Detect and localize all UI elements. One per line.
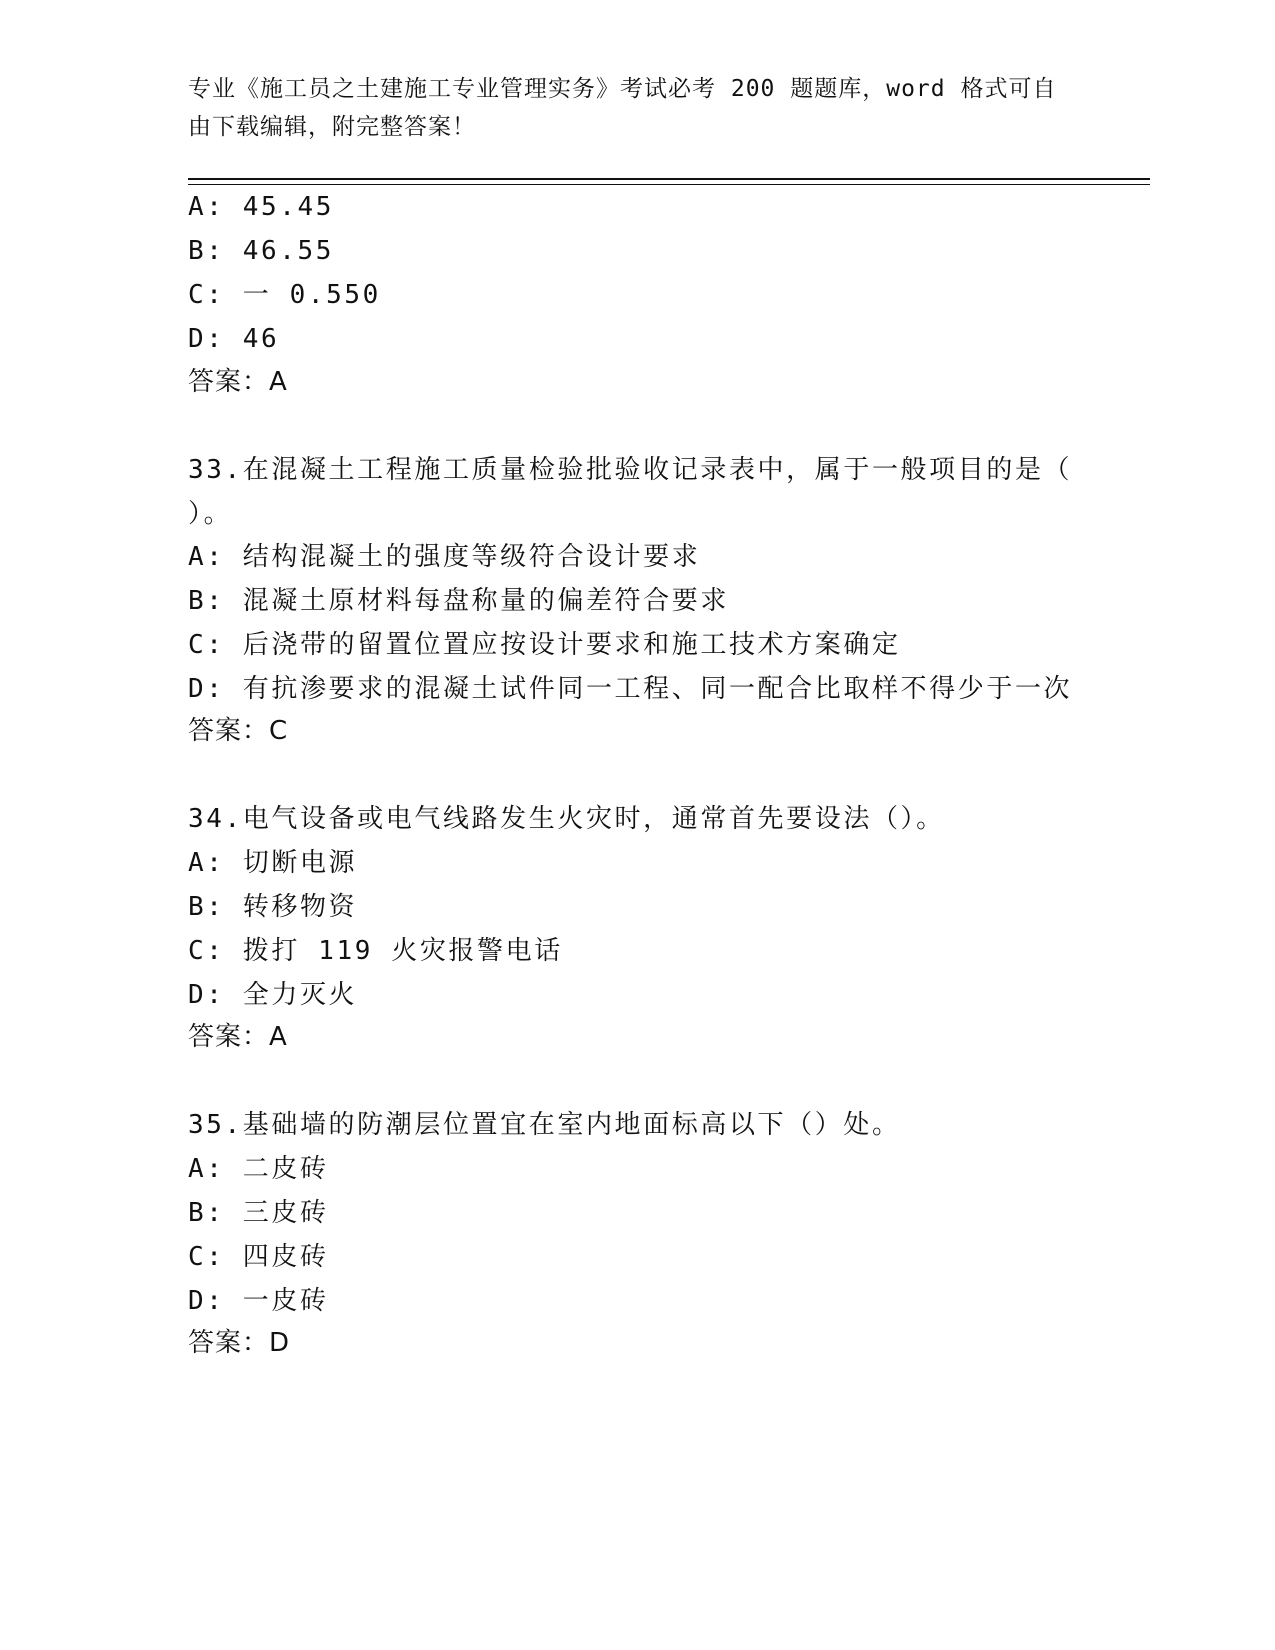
q32-option-a: A: 45.45 [188,192,335,222]
q32-option-d: D: 46 [188,324,280,354]
header-divider-thin [188,184,1150,185]
q33-option-a: A: 结构混凝土的强度等级符合设计要求 [188,542,701,572]
q33-option-d: D: 有抗渗要求的混凝土试件同一工程、同一配合比取样不得少于一次 [188,674,1073,704]
q35-option-a: A: 二皮砖 [188,1154,329,1184]
q34-option-b: B: 转移物资 [188,892,358,922]
q32-option-b: B: 46.55 [188,236,335,266]
q35-stem: 35.基础墙的防潮层位置宜在室内地面标高以下（）处。 [188,1110,901,1140]
q33-stem-line2: ）。 [188,499,233,529]
header-divider-thick [188,178,1150,180]
q33-stem-line1: 33.在混凝土工程施工质量检验批验收记录表中，属于一般项目的是（ [188,455,1073,485]
q34-option-d: D: 全力灭火 [188,980,358,1010]
q34-option-a: A: 切断电源 [188,848,358,878]
q34-answer: 答案：A [188,1022,288,1052]
q33-answer: 答案：C [188,716,289,746]
q32-answer: 答案：A [188,367,288,397]
q33-option-b: B: 混凝土原材料每盘称量的偏差符合要求 [188,586,729,616]
q34-option-c: C: 拨打 119 火灾报警电话 [188,936,563,966]
q35-option-b: B: 三皮砖 [188,1198,329,1228]
q35-answer: 答案：D [188,1328,291,1358]
q32-option-c: C: 一 0.550 [188,280,381,310]
q35-option-d: D: 一皮砖 [188,1286,329,1316]
q33-option-c: C: 后浇带的留置位置应按设计要求和施工技术方案确定 [188,630,901,660]
q35-option-c: C: 四皮砖 [188,1242,329,1272]
q34-stem: 34.电气设备或电气线路发生火灾时，通常首先要设法（）。 [188,804,945,834]
document-header: 专业《施工员之土建施工专业管理实务》考试必考 200 题题库，word 格式可自由下载编辑，附完整答案！ [188,76,1057,140]
